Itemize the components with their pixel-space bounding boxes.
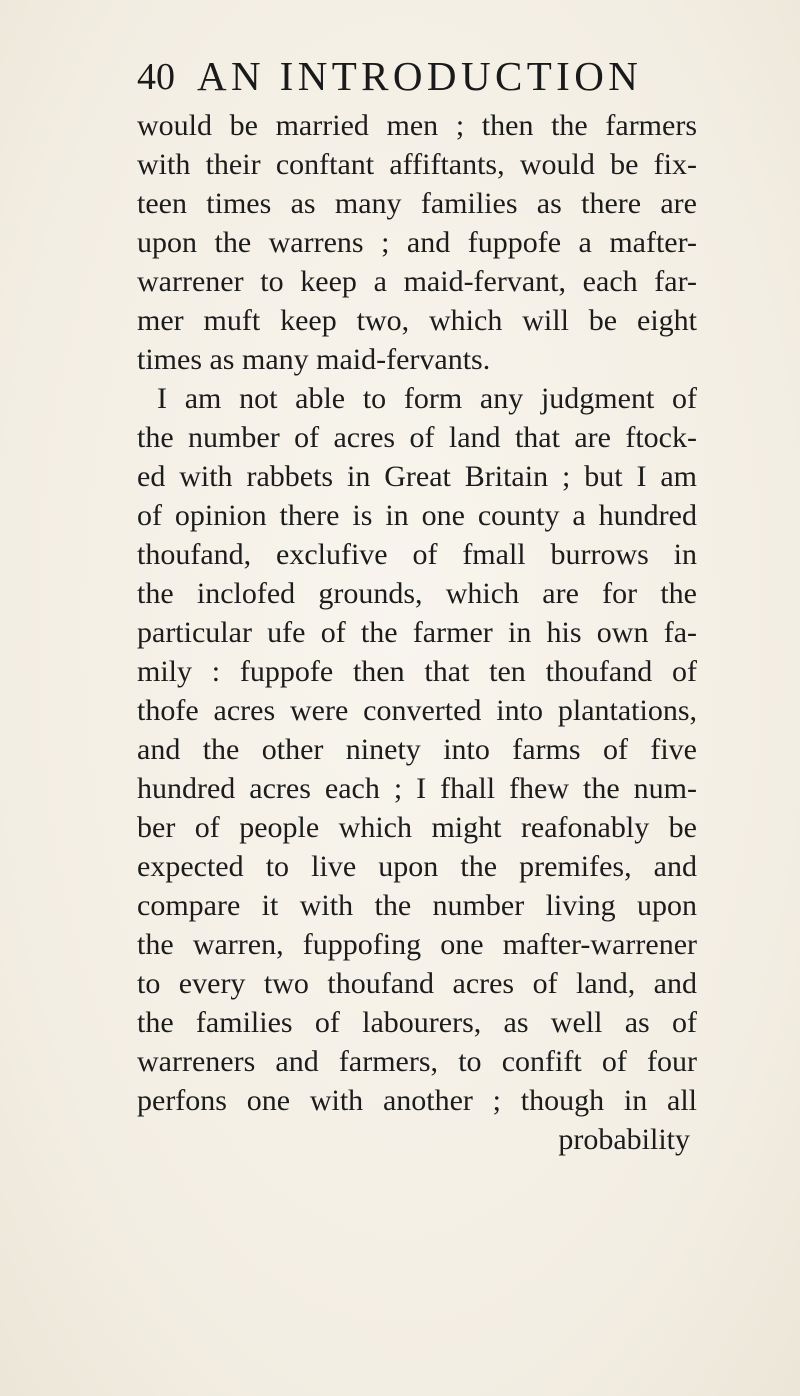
page-number: 40 (137, 56, 175, 98)
running-head: AN INTRODUCTION (197, 53, 643, 99)
text-line: ber of people which might reafonably be (137, 811, 697, 844)
text-line: and the other ninety into farms of five (137, 733, 697, 766)
text-line: the inclofed grounds, which are for the (137, 577, 697, 610)
catchword: probability (558, 1123, 690, 1156)
page-header (137, 52, 697, 102)
text-line: thoufand, exclufive of fmall burrows in (137, 538, 697, 571)
text-line: hundred acres each ; I fhall fhew the num- (137, 772, 697, 805)
text-line: the warren, fuppofing one mafter-warrener (137, 928, 697, 961)
text-line: teen times as many families as there are (137, 187, 697, 220)
text-line: with their conftant affiftants, would be fix- (137, 148, 697, 181)
text-line: mer muft keep two, which will be eight (137, 304, 697, 337)
text-line: the number of acres of land that are ftock- (137, 421, 697, 454)
text-line: warrener to keep a maid-fervant, each far- (137, 265, 697, 298)
text-line: upon the warrens ; and fuppofe a mafter- (137, 226, 697, 259)
text-line: particular ufe of the farmer in his own fa- (137, 616, 697, 649)
text-line: would be married men ; then the farmers (137, 109, 697, 142)
text-line: to every two thoufand acres of land, and (137, 967, 697, 1000)
text-line: of opinion there is in one county a hundred (137, 499, 697, 532)
text-line: the families of labourers, as well as of (137, 1006, 697, 1039)
text-line: warreners and farmers, to confift of four (137, 1045, 697, 1078)
text-line: thofe acres were converted into plantations, (137, 694, 697, 727)
text-line: expected to live upon the premifes, and (137, 850, 697, 883)
text-line: ed with rabbets in Great Britain ; but I am (137, 460, 697, 493)
text-line: mily : fuppofe then that ten thoufand of (137, 655, 697, 688)
text-line: perfons one with another ; though in all (137, 1084, 697, 1117)
body-text (137, 106, 697, 1159)
text-line-paragraph-start: I am not able to form any judgment of (157, 382, 697, 415)
text-line: compare it with the number living upon (137, 889, 697, 922)
text-line-paragraph-end: times as many maid-fervants. (137, 343, 491, 376)
